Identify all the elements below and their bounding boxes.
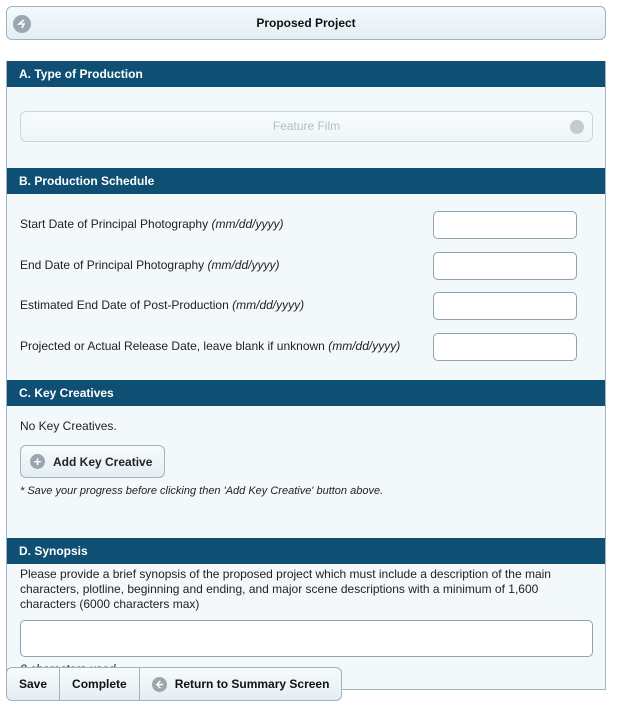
section-c-header: C. Key Creatives <box>7 380 605 406</box>
page-header <box>6 6 606 40</box>
add-key-creative-label: Add Key Creative <box>53 454 153 469</box>
post-production-date-input[interactable] <box>433 292 577 320</box>
post-production-date-label: Estimated End Date of Post-Production (mm/dd/yyyy) <box>20 298 305 312</box>
return-to-summary-button[interactable] <box>140 668 342 700</box>
start-date-input[interactable] <box>433 211 577 239</box>
release-date-input[interactable] <box>433 333 577 361</box>
project-form <box>6 61 606 690</box>
section-c <box>7 406 605 538</box>
return-to-summary-label: Return to Summary Screen <box>174 677 330 691</box>
page-title: Proposed Project <box>256 16 356 30</box>
section-d-header: D. Synopsis <box>7 538 605 564</box>
production-type-value: Feature Film <box>272 119 341 133</box>
footer-buttons <box>6 667 342 701</box>
section-b-header: B. Production Schedule <box>7 168 605 194</box>
production-type-select[interactable] <box>20 111 593 142</box>
start-date-label: Start Date of Principal Photography (mm/dd/yyyy) <box>20 217 284 231</box>
save-progress-note: * Save your progress before clicking then 'Add Key Creative' button above. <box>20 485 384 497</box>
synopsis-description: Please provide a brief synopsis of the proposed project which must include a description of the main characters, plotline, beginning and ending, and major scene descriptions with a minimum of 1,600 characters (6000 characters max) <box>20 567 551 611</box>
complete-button[interactable]: Complete <box>60 668 140 700</box>
save-button[interactable]: Save <box>7 668 60 700</box>
end-date-input[interactable] <box>433 252 577 280</box>
empty-key-creatives-text: No Key Creatives. <box>20 419 117 433</box>
section-a-header: A. Type of Production <box>7 61 605 87</box>
section-a <box>7 87 605 168</box>
arrow-left-icon[interactable] <box>13 15 31 33</box>
arrow-left-icon <box>152 677 167 692</box>
section-b <box>7 194 605 380</box>
synopsis-textarea[interactable] <box>20 620 593 657</box>
plus-icon: + <box>30 454 45 469</box>
add-key-creative-button[interactable] <box>20 445 165 478</box>
release-date-label: Projected or Actual Release Date, leave blank if unknown (mm/dd/yyyy) <box>20 339 401 353</box>
end-date-label: End Date of Principal Photography (mm/dd/yyyy) <box>20 258 280 272</box>
chevron-down-icon <box>570 120 584 134</box>
